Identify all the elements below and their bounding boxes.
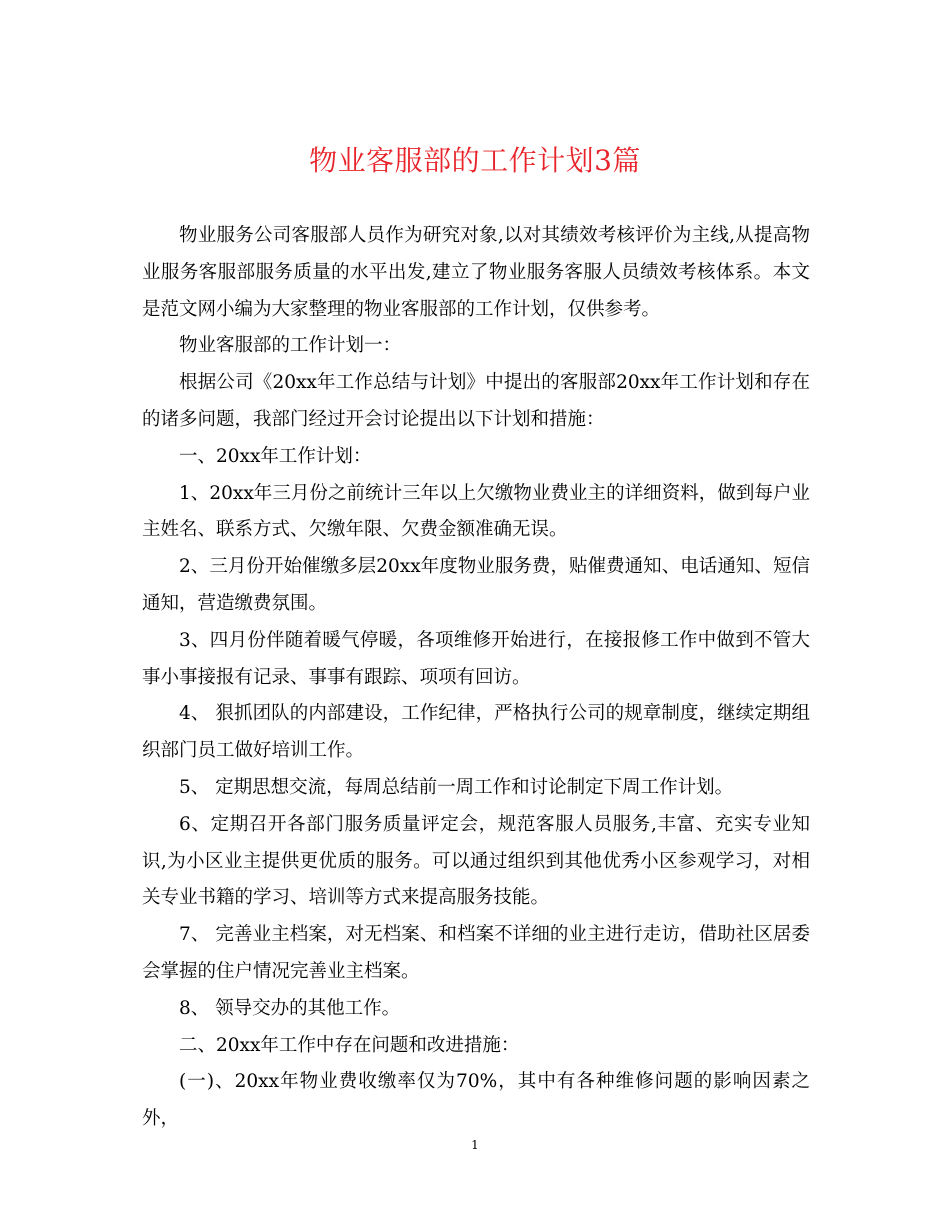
list-item-6: 6、定期召开各部门服务质量评定会，规范客服人员服务,丰富、充实专业知识,为小区业主提供更优质的服务。可以通过组织到其他优秀小区参观学习，对相关专业书籍的学习、培训等方式来提高服务技能。 xyxy=(142,813,810,909)
page-number: 1 xyxy=(471,1138,479,1152)
paragraph-background: 根据公司《20xx年工作总结与计划》中提出的客服部20xx年工作计划和存在的诸多问题，我部门经过开会讨论提出以下计划和措施： xyxy=(142,372,810,430)
document-title: 物业客服部的工作计划3篇 xyxy=(309,144,641,177)
document-body xyxy=(142,218,810,1138)
list-item-5: 5、 定期思想交流，每周总结前一周工作和讨论制定下周工作计划。 xyxy=(179,776,734,798)
paragraph-problem-1: (一)、20xx年物业费收缴率仅为70%，其中有各种维修问题的影响因素之外， xyxy=(142,1071,810,1130)
paragraph-intro: 物业服务公司客服部人员作为研究对象,以对其绩效考核评价为主线,从提高物业服务客服部服务质量的水平出发,建立了物业服务客服人员绩效考核体系。本文是范文网小编为大家整理的物业客服部的工作计划，仅供参考。 xyxy=(142,225,810,320)
paragraph-plan-one-heading: 物业客服部的工作计划一： xyxy=(179,335,402,357)
list-item-1: 1、20xx年三月份之前统计三年以上欠缴物业费业主的详细资料，做到每户业主姓名、联系方式、欠缴年限、欠费金额准确无误。 xyxy=(142,482,810,541)
list-item-3: 3、四月份伴随着暖气停暖，各项维修开始进行，在接报修工作中做到不管大事小事接报有记录、事事有跟踪、项项有回访。 xyxy=(142,629,810,688)
section-heading-problems: 二、20xx年工作中存在问题和改进措施： xyxy=(179,1034,520,1056)
list-item-4: 4、 狠抓团队的内部建设，工作纪律，严格执行公司的规章制度，继续定期组织部门员工做好培训工作。 xyxy=(142,703,810,762)
list-item-2: 2、三月份开始催缴多层20xx年度物业服务费，贴催费通知、电话通知、短信通知，营造缴费氛围。 xyxy=(142,556,810,614)
list-item-7: 7、 完善业主档案，对无档案、和档案不详细的业主进行走访，借助社区居委会掌握的住户情况完善业主档案。 xyxy=(142,924,810,982)
section-heading-work-plan: 一、20xx年工作计划： xyxy=(179,445,372,467)
list-item-8: 8、 领导交办的其他工作。 xyxy=(179,997,401,1019)
